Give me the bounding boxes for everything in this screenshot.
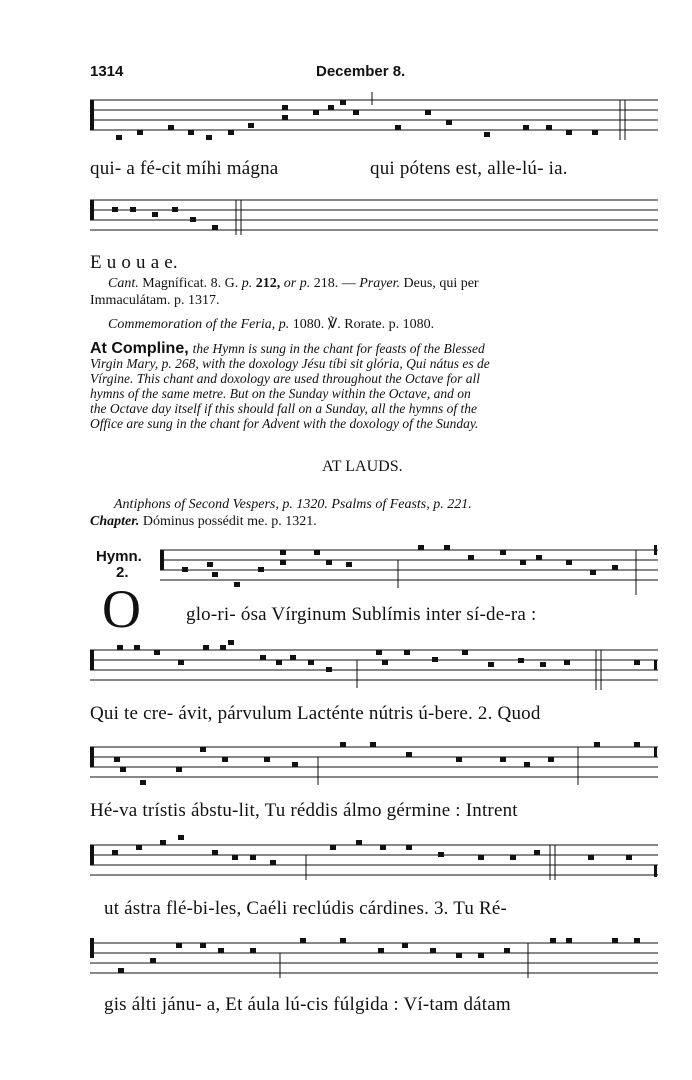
- cant-line-2: Immaculátam. p. 1317.: [90, 293, 220, 308]
- compline-line-5: the Octave day itself if this should fall on a Sunday, all the hymns of the: [90, 401, 477, 416]
- lauds-line-2: Chapter. Dóminus possédit me. p. 1321.: [90, 514, 317, 529]
- compline-line-2: Virgin Mary, p. 268, with the doxology Jésu tíbi sit glória, Qui nátus es de: [90, 356, 490, 371]
- compline-line-4: hymns of the same metre. But on the Sunday within the Octave, and on: [90, 386, 471, 401]
- hymn-initial: O: [102, 579, 141, 639]
- lauds-heading: AT LAUDS.: [322, 458, 403, 475]
- cant-line: Cant. Magníficat. 8. G. p. 212, or p. 218. — Prayer. Deus, qui per: [108, 276, 479, 291]
- euouae-text: E u o u a e.: [90, 252, 178, 273]
- running-title: December 8.: [316, 63, 406, 80]
- lauds-line-1: Antiphons of Second Vespers, p. 1320. Psalms of Feasts, p. 221.: [114, 497, 472, 512]
- hymn-number: 2.: [116, 564, 129, 581]
- chant1-lyric-a: qui- a fé-cit míhi mágna: [90, 158, 279, 179]
- commemoration-line: Commemoration of the Feria, p. 1080. ℣. Rorate. p. 1080.: [108, 317, 435, 332]
- hymn-label: Hymn.: [96, 548, 142, 565]
- hymn-line-2: Qui te cre- ávit, párvulum Lacténte nútris ú-bere. 2. Quod: [90, 703, 541, 724]
- hymn-line-4: ut ástra flé-bi-les, Caéli reclúdis cárdines. 3. Tu Ré-: [104, 898, 508, 919]
- hymn-line-3: Hé-va trístis ábstu-lit, Tu réddis álmo gérmine : Intrent: [90, 800, 518, 821]
- chant1-lyric-b: qui pótens est, alle-lú- ia.: [370, 158, 568, 179]
- page-number: 1314: [90, 63, 124, 80]
- hymn-line-5: gis álti jánu- a, Et áula lú-cis fúlgida : Ví-tam dátam: [104, 994, 511, 1015]
- compline-line-3: Vírgine. This chant and doxology are used throughout the Octave for all: [90, 371, 480, 386]
- compline-line-6: Office are sung in the chant for Advent with the doxology of the Sunday.: [90, 416, 479, 431]
- hymn-line-1: glo-ri- ósa Vírginum Sublímis inter sí-de-ra :: [186, 604, 537, 625]
- compline-heading: At Compline,: [90, 340, 189, 357]
- compline-line-1: the Hymn is sung in the chant for feasts of the Blessed: [192, 341, 485, 356]
